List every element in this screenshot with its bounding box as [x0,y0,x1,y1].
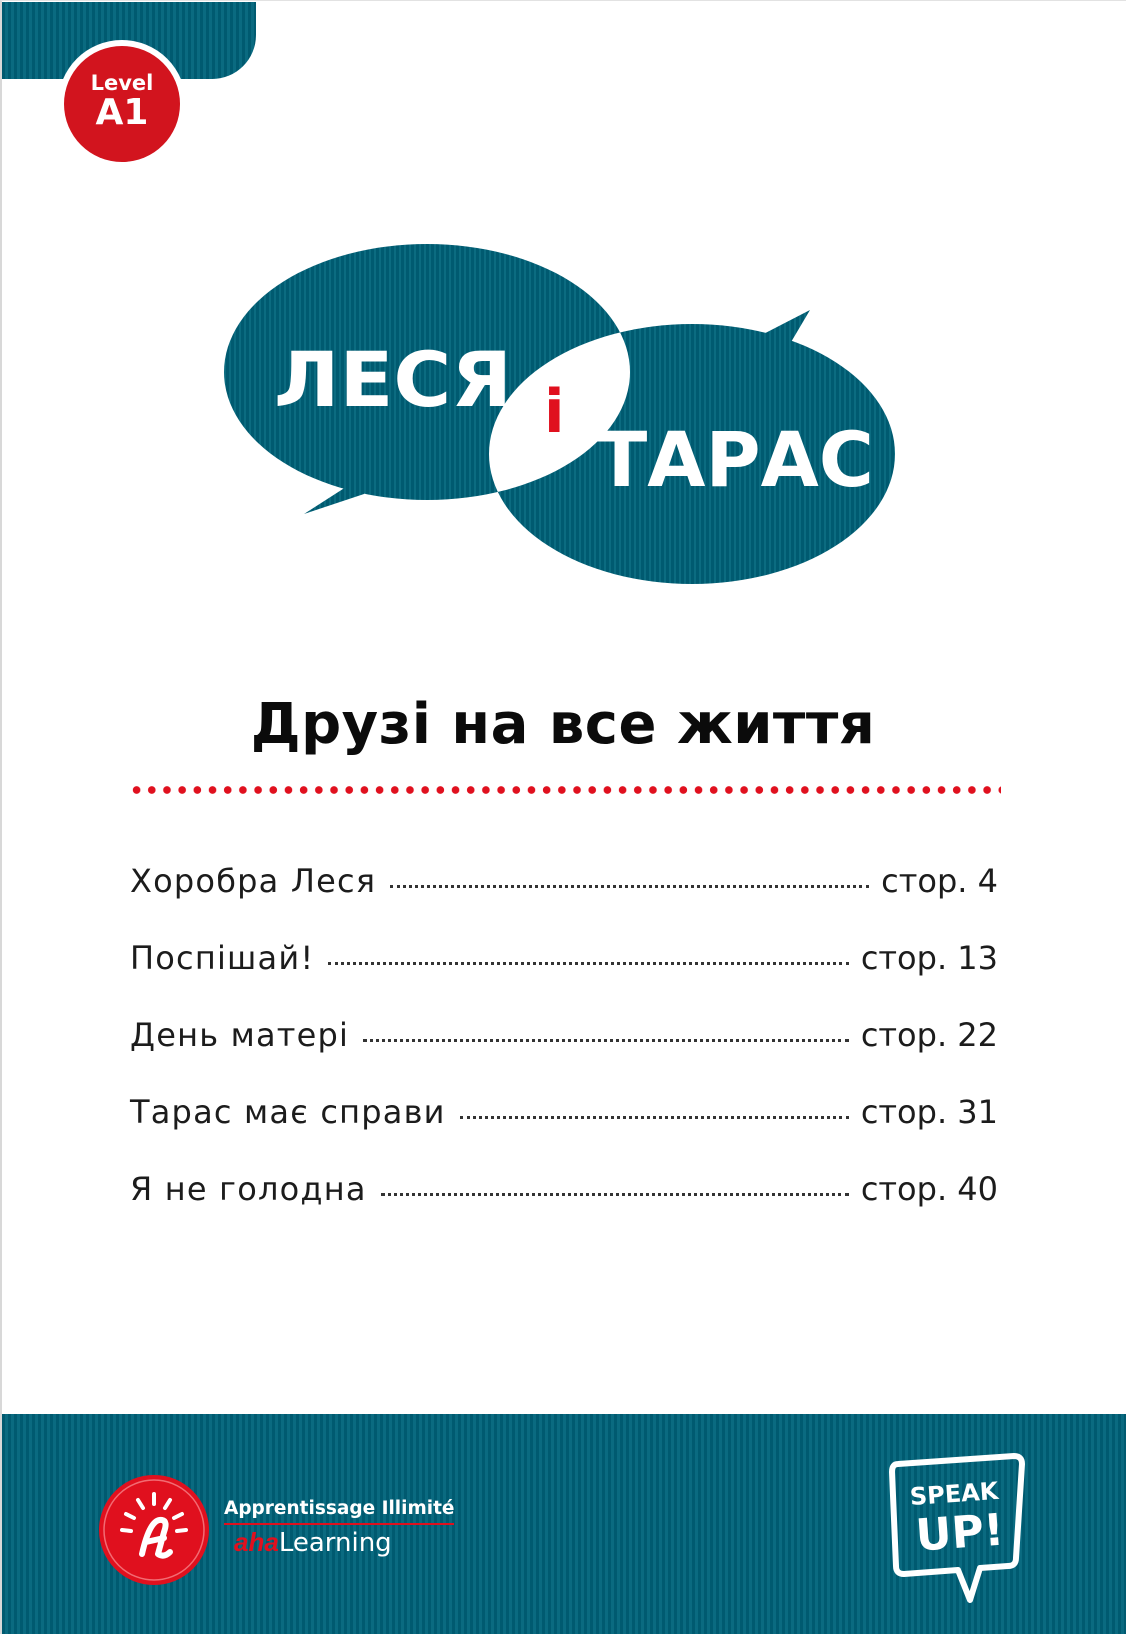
toc-page: стор. 4 [881,862,998,900]
toc-entry[interactable] [130,862,998,939]
table-of-contents [130,862,998,1247]
toc-title: Поспішай! [130,939,315,977]
toc-page: стор. 13 [860,939,998,977]
logo-connector: і [544,377,565,447]
brand-learning: Learning [278,1528,392,1558]
toc-entry[interactable] [130,1093,998,1170]
toc-page: стор. 40 [860,1170,998,1208]
toc-page: стор. 31 [860,1093,998,1131]
book-subtitle: Друзі на все життя [250,692,876,757]
dotted-divider [129,784,1001,796]
logo-word-lesia: ЛЕСЯ [274,335,512,424]
toc-leader [390,885,869,888]
toc-title: Тарас має справи [130,1093,446,1131]
level-label: Level [90,71,154,95]
toc-entry[interactable] [130,939,998,1016]
brand-name: Apprentissage Illimité [224,1498,454,1525]
brand-aha: aha [234,1527,279,1557]
toc-title: Я не голодна [130,1170,367,1208]
logo-word-taras: ТАРАС [596,415,874,504]
level-badge [58,40,186,168]
speak-up-line1: SPEAK [908,1476,1000,1512]
toc-leader [460,1116,849,1119]
toc-entry[interactable] [130,1016,998,1093]
toc-leader [363,1039,849,1042]
level-code: A1 [95,92,149,133]
toc-title: Хоробра Леся [130,862,377,900]
toc-leader [328,962,848,965]
toc-entry[interactable] [130,1170,998,1247]
toc-title: День матері [130,1016,350,1054]
brand-wordmark [224,1498,454,1558]
speak-up-badge [884,1450,1028,1606]
brand-logo-icon [98,1474,210,1586]
speak-up-line2: UP! [914,1504,1006,1562]
brand-tagline [224,1527,454,1558]
toc-page: стор. 22 [860,1016,998,1054]
series-logo [224,244,940,614]
toc-leader [381,1193,849,1196]
